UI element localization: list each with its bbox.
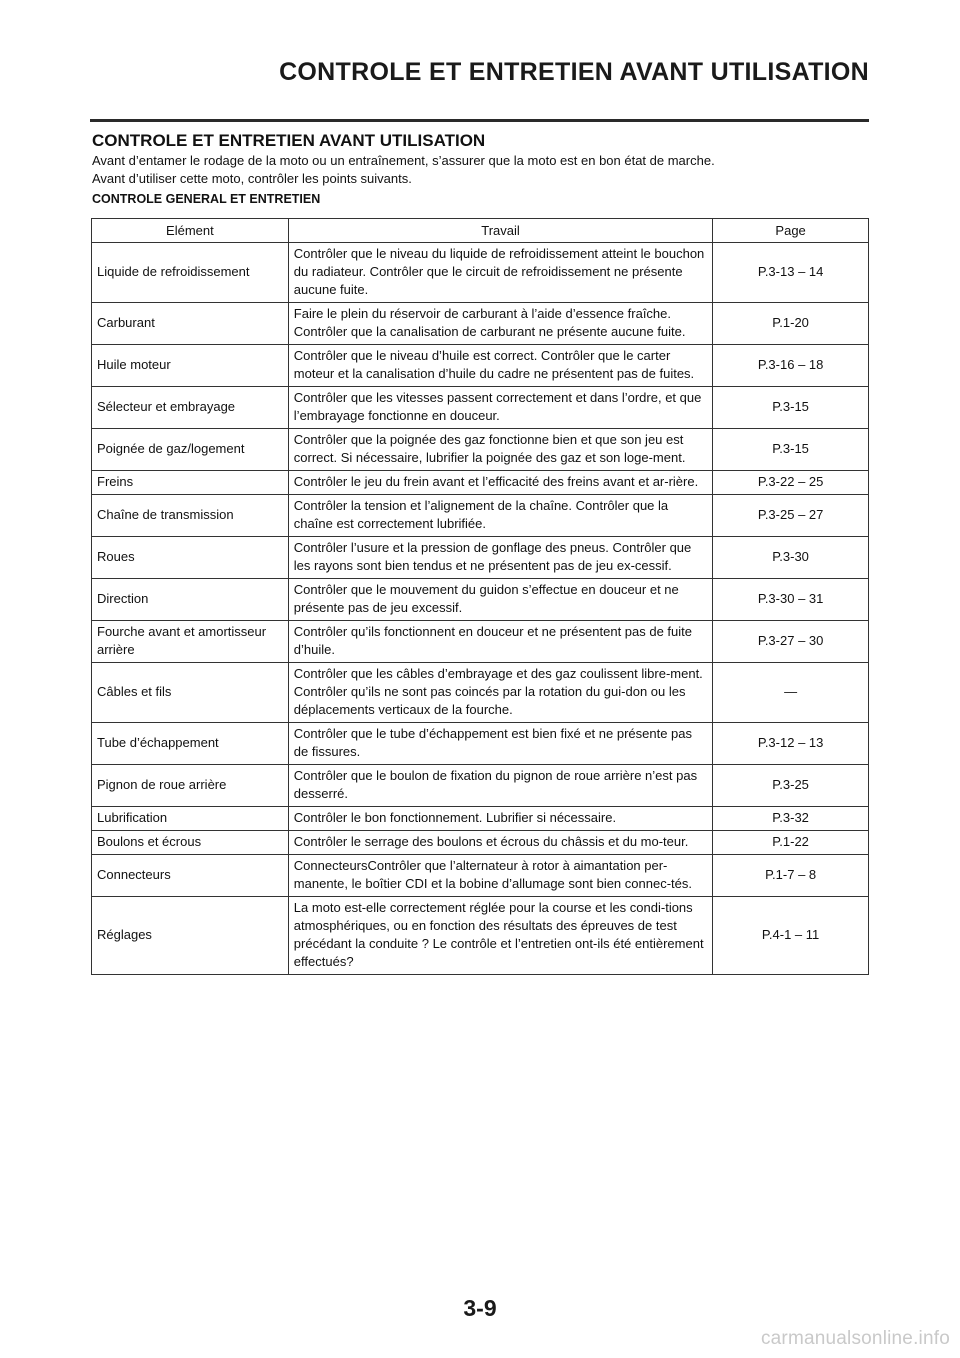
element-cell: Connecteurs: [92, 855, 289, 897]
table-row: [92, 387, 869, 429]
intro-text: [92, 152, 868, 188]
page-number: 3-9: [463, 1295, 497, 1321]
page-ref-cell: P.4-1 – 11: [713, 897, 869, 975]
table-row: [92, 303, 869, 345]
element-cell: Huile moteur: [92, 345, 289, 387]
page-ref-cell: P.3-32: [713, 807, 869, 831]
travail-cell: Contrôler le serrage des boulons et écrous du châssis et du mo-teur.: [288, 831, 712, 855]
page-ref-cell: P.3-13 – 14: [713, 243, 869, 303]
page-ref-cell: —: [713, 663, 869, 723]
travail-cell: Contrôler que le niveau du liquide de refroidissement atteint le bouchon du radiateur. Contrôler que le circuit de refroidissement ne présente aucune fuite.: [288, 243, 712, 303]
page-ref-cell: P.3-25 – 27: [713, 495, 869, 537]
element-cell: Sélecteur et embrayage: [92, 387, 289, 429]
table-row: [92, 621, 869, 663]
page-ref-cell: P.3-30: [713, 537, 869, 579]
intro-line-1: Avant d’entamer le rodage de la moto ou un entraînement, s’assurer que la moto est en bon état de marche.: [92, 153, 715, 168]
element-cell: Liquide de refroidissement: [92, 243, 289, 303]
element-cell: Direction: [92, 579, 289, 621]
page-ref-cell: P.3-27 – 30: [713, 621, 869, 663]
table-row: [92, 537, 869, 579]
page-ref-cell: P.3-12 – 13: [713, 723, 869, 765]
element-cell: Pignon de roue arrière: [92, 765, 289, 807]
table-row: [92, 579, 869, 621]
watermark: carmanualsonline.info: [760, 1328, 950, 1349]
travail-cell: Contrôler qu’ils fonctionnent en douceur et ne présentent pas de fuite d’huile.: [288, 621, 712, 663]
table-row: [92, 471, 869, 495]
page-ref-cell: P.1-20: [713, 303, 869, 345]
table-row: [92, 765, 869, 807]
table-row: [92, 855, 869, 897]
table-row: [92, 243, 869, 303]
element-cell: Lubrification: [92, 807, 289, 831]
page-ref-cell: P.1-22: [713, 831, 869, 855]
section-title: CONTROLE ET ENTRETIEN AVANT UTILISATION: [92, 131, 486, 150]
travail-cell: Contrôler que la poignée des gaz fonctionne bien et que son jeu est correct. Si nécessaire, lubrifier la poignée des gaz et son loge-ment.: [288, 429, 712, 471]
travail-cell: ConnecteursContrôler que l’alternateur à rotor à aimantation per-manente, le boîtier CDI et la bobine d’allumage sont bien connec-tés.: [288, 855, 712, 897]
element-cell: Fourche avant et amortisseur arrière: [92, 621, 289, 663]
header-travail: Travail: [288, 219, 712, 243]
table-row: [92, 897, 869, 975]
page-ref-cell: P.3-25: [713, 765, 869, 807]
page-ref-cell: P.3-15: [713, 429, 869, 471]
element-cell: Freins: [92, 471, 289, 495]
table-row: [92, 807, 869, 831]
travail-cell: La moto est-elle correctement réglée pour la course et les condi-tions atmosphériques, ou en fonction des résultats des épreuves de test précédant la conduite ? Le contrôle et l’entretien ont-ils été entièrement effectués?: [288, 897, 712, 975]
header-rule: [90, 119, 869, 122]
page-header-title: CONTROLE ET ENTRETIEN AVANT UTILISATION: [279, 58, 869, 86]
travail-cell: Contrôler le bon fonctionnement. Lubrifier si nécessaire.: [288, 807, 712, 831]
travail-cell: Contrôler la tension et l’alignement de la chaîne. Contrôler que la chaîne est correctement lubrifiée.: [288, 495, 712, 537]
table-row: [92, 663, 869, 723]
travail-cell: Contrôler le jeu du frein avant et l’efficacité des freins avant et ar-rière.: [288, 471, 712, 495]
travail-cell: Contrôler que le boulon de fixation du pignon de roue arrière n’est pas desserré.: [288, 765, 712, 807]
subsection-title: CONTROLE GENERAL ET ENTRETIEN: [92, 192, 321, 206]
travail-cell: Contrôler que le niveau d’huile est correct. Contrôler que le carter moteur et la canalisation d’huile du cadre ne présentent pas de fuites.: [288, 345, 712, 387]
element-cell: Boulons et écrous: [92, 831, 289, 855]
element-cell: Carburant: [92, 303, 289, 345]
table-row: [92, 429, 869, 471]
element-cell: Roues: [92, 537, 289, 579]
header-element: Elément: [92, 219, 289, 243]
travail-cell: Contrôler l’usure et la pression de gonflage des pneus. Contrôler que les rayons sont bien tendus et ne présentent pas de jeu ex-cessif.: [288, 537, 712, 579]
page-ref-cell: P.3-22 – 25: [713, 471, 869, 495]
element-cell: Tube d’échappement: [92, 723, 289, 765]
header-page: Page: [713, 219, 869, 243]
element-cell: Chaîne de transmission: [92, 495, 289, 537]
page-ref-cell: P.1-7 – 8: [713, 855, 869, 897]
travail-cell: Contrôler que le tube d’échappement est bien fixé et ne présente pas de fissures.: [288, 723, 712, 765]
element-cell: Poignée de gaz/logement: [92, 429, 289, 471]
intro-line-2: Avant d’utiliser cette moto, contrôler les points suivants.: [92, 171, 412, 186]
travail-cell: Contrôler que le mouvement du guidon s’effectue en douceur et ne présente pas de jeu excessif.: [288, 579, 712, 621]
table-row: [92, 723, 869, 765]
page-ref-cell: P.3-30 – 31: [713, 579, 869, 621]
table-row: [92, 495, 869, 537]
table-header-row: [92, 219, 869, 243]
maintenance-table: [91, 218, 869, 975]
travail-cell: Contrôler que les vitesses passent correctement et dans l’ordre, et que l’embrayage fonctionne en douceur.: [288, 387, 712, 429]
travail-cell: Contrôler que les câbles d’embrayage et des gaz coulissent libre-ment. Contrôler qu’ils ne sont pas coincés par la rotation du gui-don ou les déplacements verticaux de la fourche.: [288, 663, 712, 723]
travail-cell: Faire le plein du réservoir de carburant à l’aide d’essence fraîche. Contrôler que la canalisation de carburant ne présente aucune fuite.: [288, 303, 712, 345]
table-row: [92, 345, 869, 387]
element-cell: Câbles et fils: [92, 663, 289, 723]
page-ref-cell: P.3-16 – 18: [713, 345, 869, 387]
table-row: [92, 831, 869, 855]
page-ref-cell: P.3-15: [713, 387, 869, 429]
element-cell: Réglages: [92, 897, 289, 975]
